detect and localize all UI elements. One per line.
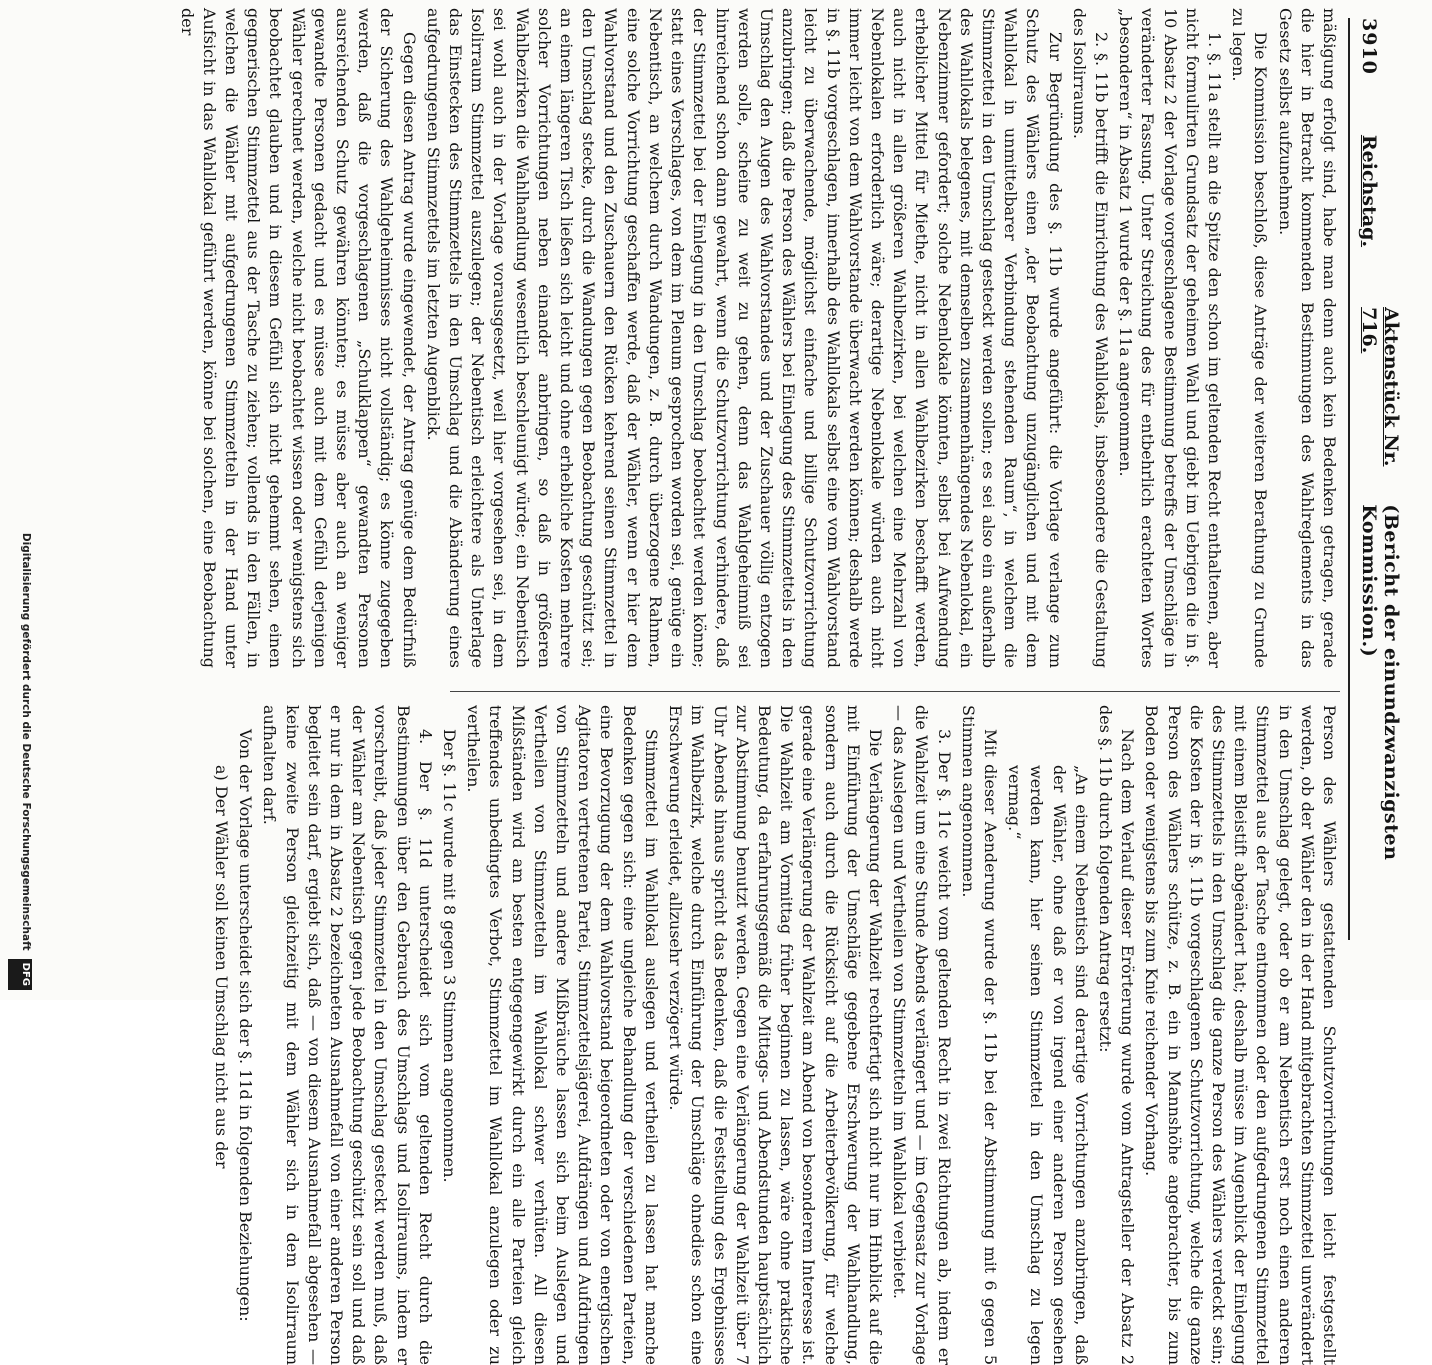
paragraph: Nach dem Verlauf dieser Erörterung wurde vom Antragsteller der Absatz 2 des §. 11b durch folgenden Antrag ersetzt: <box>1095 705 1138 1365</box>
right-column <box>212 705 1340 1365</box>
digitization-credit: Digitalisierung gefördert durch die Deutsche Forschungsgemeinschaft <box>20 532 32 951</box>
paragraph-section-11b: 2. §. 11b betrifft die Einrichtung des Wahllokals, insbesondere die Gestaltung des Isolirraums. <box>1069 8 1111 668</box>
page-number: 3910 <box>1358 18 1380 75</box>
publication-title: Reichstag. <box>1358 134 1380 248</box>
paragraph: Der §. 11c wurde mit 8 gegen 3 Stimmen angenommen. <box>440 729 460 1183</box>
quoted-amendment: „An einem Nebentisch sind derartige Vorrichtungen anzubringen, daß der Wähler, ohne daß er von irgend einer anderen Person gesehen werden kann, hier seinen Stimmzettel in den Umschlag zu legen vermag.“ <box>1005 765 1091 1365</box>
report-title: (Bericht der einundzwanzigsten Kommission.) <box>1358 504 1402 861</box>
paragraph: Die Kommission beschloß, diese Anträge der weiteren Berathung zu Grunde zu legen. <box>1229 8 1271 668</box>
digitization-note <box>8 40 32 990</box>
paragraph: Stimmzettel im Wahllokal auslegen und vertheilen zu lassen hat manche Bedenken gegen sich: eine ungleiche Behandlung der verschiedenen Parteien, eine Bevorzugung der dem Wahlvorstand beigeordneten oder von energischen Agitatoren vertretenen Partei, Stimmzettelsjägerei, Aufdrängen und Aufdringen von Stimmzetteln und andere Mißbräuche lassen sich beim Auslegen und Vertheilen von Stimmzetteln im Wahllokal schwer verhüten. All diesen Mißständen wird am besten entgegengewirkt durch ein alle Parteien gleich treffendes unbedingtes Verbot, Stimmzettel im Wahllokal anzulegen oder zu vertheilen. <box>464 705 661 1365</box>
paragraph: Mit dieser Aenderung wurde der §. 11b bei der Abstimmung mit 6 gegen 5 Stimmen angenommen. <box>958 705 1000 1365</box>
left-column <box>177 8 1340 668</box>
paragraph-section-11c: 3. Der §. 11c weicht vom geltenden Recht in zwei Richtungen ab, indem er die Wahlzeit um eine Stunde Abends verlängert und — im Gegensatz zur Vorlage — das Auslegen und Vertheilen von Stimmzetteln im Wahllokal verbietet. <box>890 705 954 1365</box>
column-divider <box>450 691 1340 692</box>
dfg-logo: DFG <box>8 959 32 990</box>
paragraph-section-11a: 1. §. 11a stellt an die Spitze den schon im geltenden Recht enthaltenen, aber nicht formulirten Grundsatz der geheimen Wahl und giebt im Uebrigen die in §. 10 Absatz 2 der Vorlage vorgeschlagene Bestimmung betreffs der Umschläge in veränderter Fassung. Unter Streichung des für entbehrlich erachteten Wortes „besonderen“ in Absatz 1 wurde der §. 11a angenommen. <box>1116 8 1224 668</box>
paragraph: Zur Begründung des §. 11b wurde angeführt: die Vorlage verlange zum Schutz des Wählers einen „der Beobachtung unzugänglichen und mit dem Wahllokal in unmittelbarer Verbindung stehenden Raum“, in welchem die Stimmzettel in den Umschlag gesteckt werden sollen; es sei also ein außerhalb des Wahllokals belegenes, mit demselben zusammenhängendes Nebenlokal, ein Nebenzimmer gefordert; solche Nebenlokale könnten, selbst bei Aufwendung erheblicher Mittel für Miethe, nicht in allen Wahlbezirken beschafft werden, auch nicht in allen größeren Wahlbezirken, bei welchen eine Mehrzahl von Nebenlokalen erforderlich wäre; derartige Nebenlokale würden auch nicht immer leicht von dem Wahlvorstande überwacht werden können; deshalb werde in §. 11b vorgeschlagen, innerhalb des Wahllokals selbst eine vom Wahlvorstand leicht zu überwachende, möglichst einfache und billige Schutzvorrichtung anzubringen; daß die Person des Wählers bei Einlegung des Stimmzettels in den Umschlag den Augen des Wahlvorstandes und der Zuschauer völlig entzogen werden solle, scheine zu weit zu gehen, denn das Wahlgeheimniß sei hinreichend schon dann gewahrt, wenn die Schutzvorrichtung verhindere, daß der Stimmzettel bei der Einlegung in den Umschlag beobachtet werden könne; statt eines Verschlages, von dem im Plenum gesprochen worden sei, genüge ein Nebentisch, an welchem durch Wandungen, z. B. durch überzogene Rahmen, eine solche Vorrichtung geschaffen werde, daß der Wähler, wenn er hier dem Wahlvorstand und den Zuschauern den Rücken kehrend seinen Stimmzettel in den Umschlag stecke, durch die Wandungen gegen Beobachtung geschützt sei; an einem längeren Tisch ließen sich leicht und ohne erhebliche Kosten mehrere solcher Vorrichtungen neben einander anbringen, so daß in größeren Wahlbezirken die Wahlhandlung wesentlich beschleunigt würde; ein Nebentisch sei wohl auch in der Vorlage vorausgesetzt, weil hier vorgesehen sei, in dem Isolirraum Stimmzettel auszulegen; der Nebentisch erleichtere als Unterlage das Einstecken des Stimmzettels in den Umschlag und die Abänderung eines aufgedrungenen Stimmzettels im letzten Augenblick. <box>423 8 1065 668</box>
running-head <box>1358 18 1402 940</box>
paragraph-continuation: mäßigung erfolgt sind, habe man denn auch kein Bedenken getragen, gerade die hier in Betracht kommenden Bestimmungen des Wahlreglements in das Gesetz selbst aufzunehmen. <box>1275 8 1339 668</box>
paragraph-section-11d: 4. Der §. 11d unterscheidet sich vom geltenden Recht durch die Bestimmungen über den Gebrauch des Umschlags und Isolirraums, indem er vorschreibt, daß jeder Stimmzettel in den Umschlag gesteckt werden muß, daß der Wähler am Nebentisch gegen jede Beobachtung geschützt sein soll und daß er nur in dem in Absatz 2 bezeichneten Ausnahmefall von einer anderen Person begleitet sein darf, ergiebt sich, daß — von diesem Ausnahmefall abgesehen — keine zweite Person gleichzeitig mit dem Wähler sich in dem Isolirraum aufhalten darf. <box>260 705 435 1365</box>
header-rule <box>1348 18 1350 940</box>
paragraph: Die Verlängerung der Wahlzeit rechtfertigt sich nicht nur im Hinblick auf die mit Einführung der Umschläge gegebene Erschwerung der Wahlhandlung, sondern auch durch die Rücksicht auf die Arbeiterbevölkerung, für welche gerade eine Verlängerung der Wahlzeit am Abend von besonderem Interesse ist. Die Wahlzeit am Vormittag früher beginnen zu lassen, wäre ohne praktische Bedeutung, da erfahrungsgemäß die Mittags- und Abendstunden hauptsächlich zur Abstimmung benutzt werden. Gegen eine Verlängerung der Wahlzeit über 7 Uhr Abends hinaus spricht das Bedenken, daß die Feststellung des Ergebnisses im Wahlbezirk, welche durch Einführung der Umschläge ohnedies schon eine Erschwerung erleidet, allzusehr verzögert würde. <box>666 705 885 1365</box>
paragraph: Gegen diesen Antrag wurde eingewendet, der Antrag genüge dem Bedürfniß der Sicherung des Wahlgeheimnisses nicht vollständig; es könne zugegeben werden, daß die vorgeschlagenen „Schulklappen“ gewandten Personen ausreichenden Schutz gewähren könnten; es müsse aber auch an weniger gewandte Personen gedacht und es müsse auch mit dem Gefühl derjenigen Wähler gerechnet werden, welche nicht beobachtet wissen oder wenigstens sich beobachtet glauben und in diesem Gefühl sich nicht gehemmt sehen, einen gegnerischen Stimmzettel aus der Tasche zu ziehen; vollends in den Fällen, in welchen die Wähler mit aufgedrungenen Stimmzetteln in der Hand unter Aufsicht in das Wahllokal geführt werden, könne bei solchen, eine Beobachtung der <box>177 8 419 668</box>
paragraph-continuation: Person des Wählers gestattenden Schutzvorrichtungen leicht festgestellt werden, ob der Wähler den in der Hand mitgebrachten Stimmzettel unverändert in den Umschlag gelegt, oder ob er am Nebentisch erst noch einen anderen Stimmzettel aus der Tasche entnommen oder den aufgedrungenen Stimmzettel mit einem Bleistift abgeändert hat; deshalb müsse im Augenblick der Einlegung des Stimmzettels in den Umschlag die ganze Person des Wählers verdeckt sein; die Kosten der in §. 11b vorgeschlagenen Schutzvorrichtung, welche die ganze Person des Wählers schütze, z. B. ein in Mannshöhe angebrachter, bis zum Boden oder wenigstens bis zum Knie reichender Vorhang. <box>1142 705 1339 1365</box>
paragraph: Von der Vorlage unterscheidet sich der §. 11d in folgenden Beziehungen: <box>236 729 256 1322</box>
list-item-a: a) Der Wähler soll keinen Umschlag nicht aus der <box>212 765 232 1169</box>
document-number: Aktenstück Nr. 716. <box>1358 307 1402 467</box>
